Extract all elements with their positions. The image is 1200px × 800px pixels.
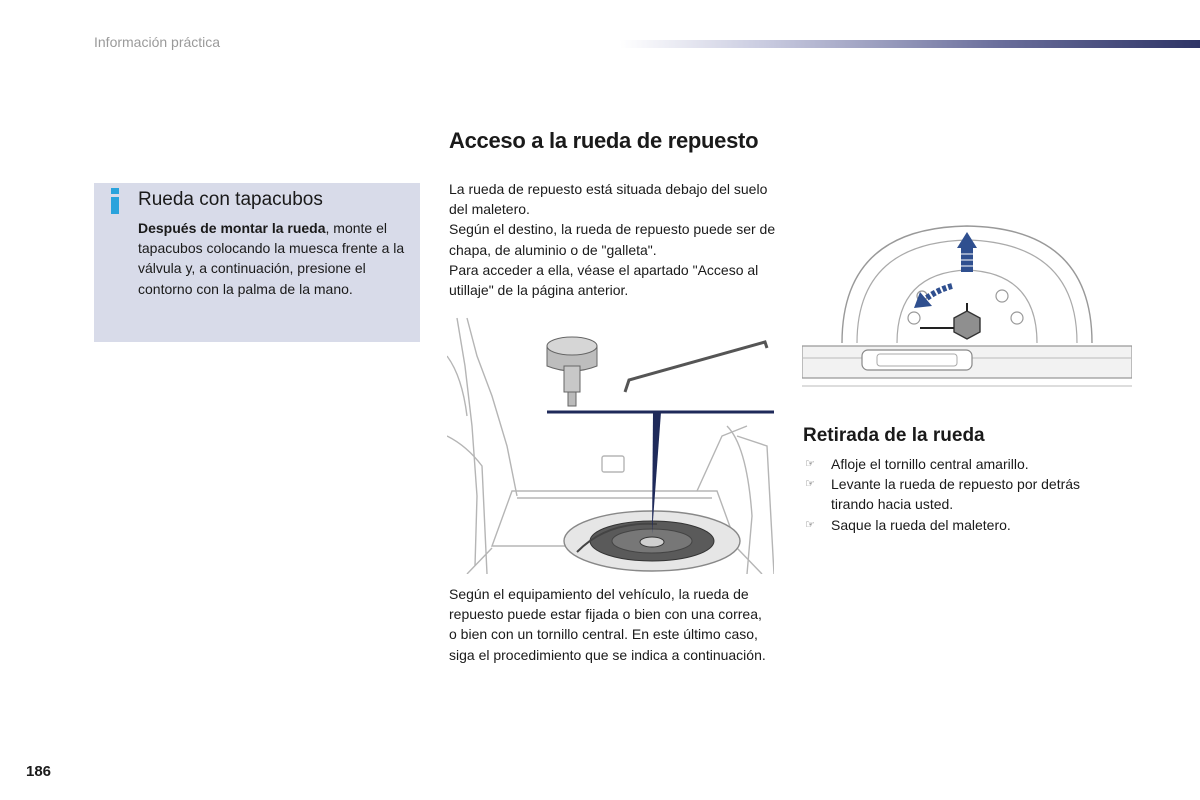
section-header: Información práctica — [94, 34, 221, 50]
step-text: Afloje el tornillo central amarillo. — [831, 456, 1029, 472]
list-item — [803, 515, 1123, 535]
pointing-hand-icon: ☞ — [805, 457, 815, 470]
info-box-title: Rueda con tapacubos — [138, 189, 323, 210]
page-number: 186 — [26, 763, 52, 780]
section-title: Acceso a la rueda de repuesto — [449, 128, 759, 153]
wheel-removal-illustration — [802, 218, 1132, 390]
info-icon — [108, 188, 122, 214]
list-item — [803, 474, 1123, 514]
pointing-hand-icon: ☞ — [805, 517, 815, 531]
trunk-spare-wheel-illustration — [447, 316, 774, 574]
removal-title: Retirada de la rueda — [803, 425, 985, 446]
info-box-text-rest: , monte el tapacubos colocando la muesca frente a la válvula y, a continuación, presione el contorno con la palma de la mano. — [138, 220, 405, 297]
intro-paragraph: La rueda de repuesto está situada debajo del suelo del maletero. Según el destino, la rueda de repuesto puede ser de chapa, de aluminio o de "galleta". Para acceder a ella, véase el apartado "Acceso al utillaje" de la página anterior. — [449, 181, 776, 299]
pointing-hand-icon: ☞ — [805, 477, 815, 491]
step-text: Saque la rueda del maletero. — [831, 516, 1011, 533]
removal-steps-list — [803, 454, 1123, 535]
info-box-text — [138, 218, 408, 299]
list-item — [803, 454, 1123, 474]
step-text: Levante la rueda de repuesto por detrás tirando hacia usted. — [831, 476, 1081, 513]
info-box-text-bold: Después de montar la rueda — [138, 220, 326, 236]
fixing-paragraph: Según el equipamiento del vehículo, la rueda de repuesto puede estar fijada o bien con una correa, o bien con un tornillo central. En este último caso, siga el procedimiento que se indica a continuación. — [449, 586, 766, 663]
header-gradient-bar — [620, 40, 1200, 48]
